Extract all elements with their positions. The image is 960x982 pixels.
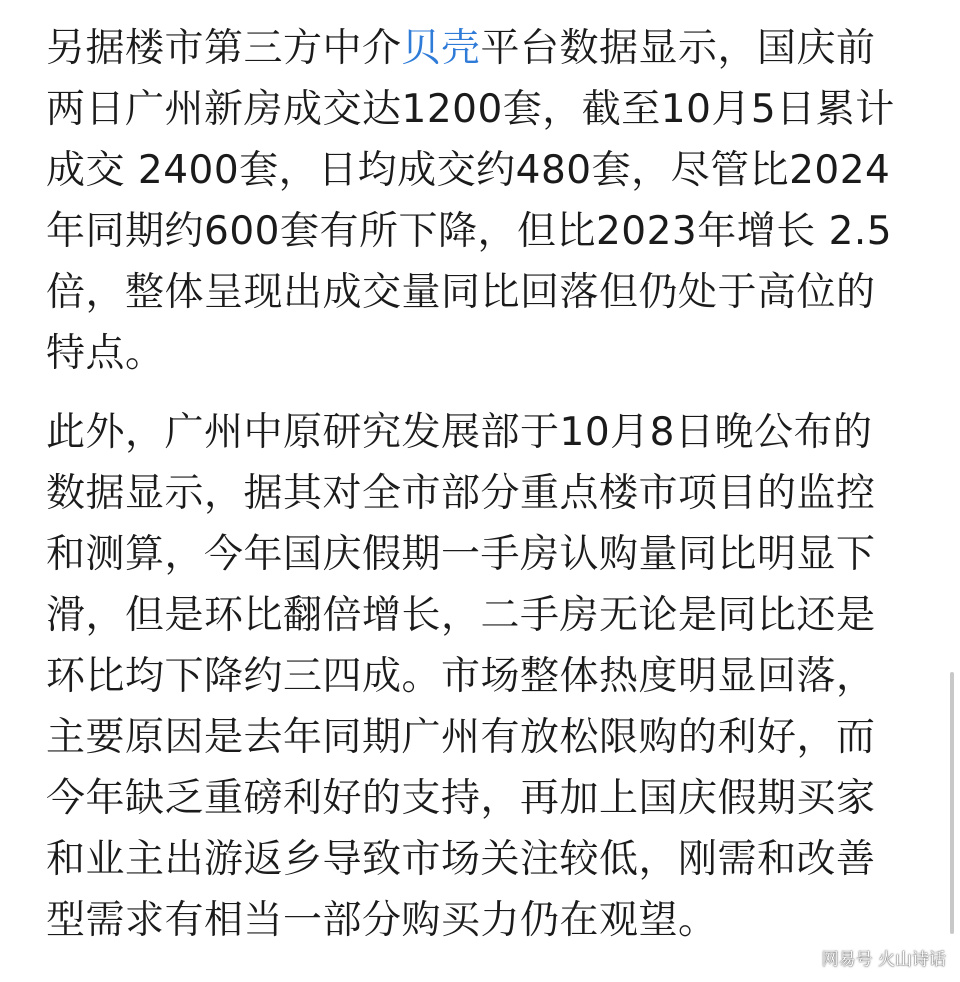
- text-line: 特点。: [46, 331, 165, 376]
- text-line: 型需求有相当一部分购买力仍在观望。: [46, 898, 718, 943]
- watermark: 网易号 火山诗话: [821, 950, 946, 970]
- beike-link[interactable]: 贝壳: [401, 26, 481, 71]
- text-line: 此外，广州中原研究发展部于10月8日晚公布的: [46, 410, 873, 455]
- text-line: 滑，但是环比翻倍增长，二手房无论是同比还是: [46, 593, 876, 638]
- text-line: 年同期约600套有所下降，但比2023年增长 2.5: [46, 209, 893, 254]
- text-line: 今年缺乏重磅利好的支持，再加上国庆假期买家: [46, 776, 876, 821]
- paragraph-1: [46, 18, 926, 384]
- text-line: 两日广州新房成交达1200套，截至10月5日累计: [46, 87, 895, 132]
- text-line: 和业主出游返乡导致市场关注较低，刚需和改善: [46, 837, 876, 882]
- text-line: 成交 2400套，日均成交约480套，尽管比2024: [46, 148, 891, 193]
- scrollbar[interactable]: [950, 672, 954, 934]
- text-segment: 平台数据显示，国庆前: [480, 26, 876, 71]
- text-line: 主要原因是去年同期广州有放松限购的利好，而: [46, 715, 876, 760]
- text-line: 环比均下降约三四成。市场整体热度明显回落，: [46, 654, 876, 699]
- text-line: 倍，整体呈现出成交量同比回落但仍处于高位的: [46, 270, 876, 315]
- text-segment: 另据楼市第三方中介: [46, 26, 402, 71]
- article-body: [46, 18, 926, 951]
- text-line: 数据显示，据其对全市部分重点楼市项目的监控: [46, 471, 876, 516]
- paragraph-2: [46, 402, 926, 951]
- text-line: 和测算，今年国庆假期一手房认购量同比明显下: [46, 532, 876, 577]
- text-line: [46, 18, 926, 79]
